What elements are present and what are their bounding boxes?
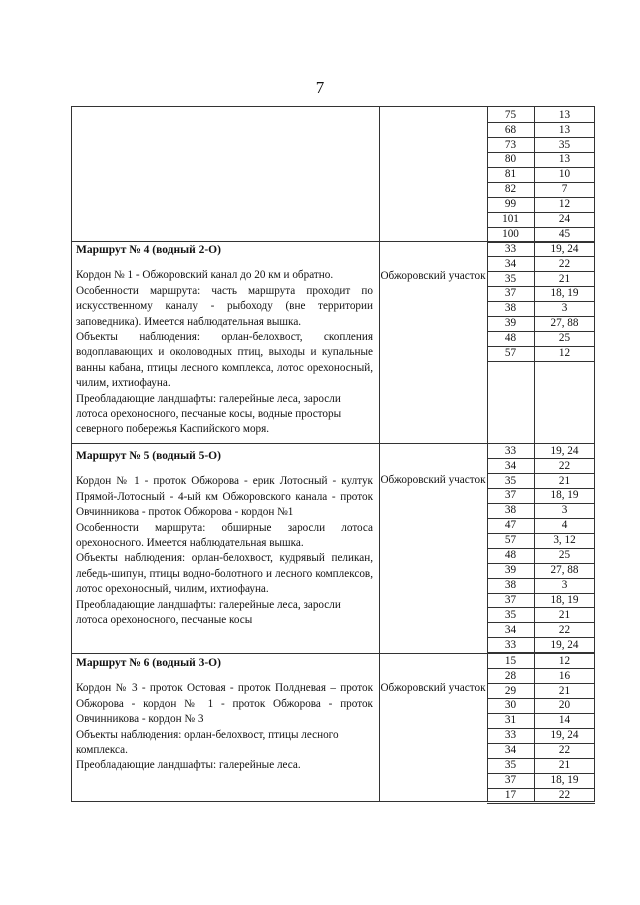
grid-cell-value: 20 xyxy=(558,699,571,712)
route-5-title: Маршрут № 5 (водный 5-О) xyxy=(76,450,221,462)
route-4-line: Кордон № 1 - Обжоровский канал до 20 км и обратно. xyxy=(76,269,334,282)
grid-cell-number: 37 xyxy=(504,594,517,607)
route-6-area: Обжоровский участок xyxy=(380,682,486,694)
grid-cell-number: 35 xyxy=(504,272,517,285)
grid-cell-number: 39 xyxy=(504,564,517,577)
grid-cell-number: 15 xyxy=(504,654,517,667)
grid-cell-number: 28 xyxy=(504,669,517,682)
grid-cell-number: 30 xyxy=(504,699,517,712)
grid-cell-number: 31 xyxy=(504,714,517,727)
grid-cell-value: 3 xyxy=(561,504,568,517)
grid-cell-value: 3 xyxy=(561,302,568,315)
grid-cell-number: 37 xyxy=(504,489,517,502)
grid-cell-number: 35 xyxy=(504,609,517,622)
grid-cell-number: 39 xyxy=(504,317,517,330)
grid-cell-number: 35 xyxy=(504,759,517,772)
route-4-area: Обжоровский участок xyxy=(380,270,486,282)
grid-cell-value: 27, 88 xyxy=(550,564,579,577)
grid-cell-value: 22 xyxy=(558,257,571,270)
grid-cell-number: 33 xyxy=(504,729,517,742)
route-4-title: Маршрут № 4 (водный 2-О) xyxy=(76,244,221,256)
route-6-line: Кордон № 3 - проток Остовая - проток Полдневая – проток Обжорова - кордон № 1 - проток Обжорова - проток Овчинникова - кордон № 3 xyxy=(76,682,373,726)
route-6 xyxy=(72,656,379,774)
grid-row-line xyxy=(487,803,595,804)
routes-table xyxy=(71,106,595,802)
grid-cell-value: 10 xyxy=(558,168,571,181)
grid-cell-number: 81 xyxy=(504,168,517,181)
grid-cell-value: 19, 24 xyxy=(550,242,579,255)
grid-cell-number: 34 xyxy=(504,257,517,270)
grid-cell-number: 29 xyxy=(504,684,517,697)
grid-cell-value: 35 xyxy=(558,138,571,151)
grid-cell-number: 37 xyxy=(504,287,517,300)
grid-cell-number: 47 xyxy=(504,519,517,532)
grid-row-line xyxy=(487,361,595,362)
grid-cell-number: 34 xyxy=(504,744,517,757)
grid-cell-value: 12 xyxy=(558,198,571,211)
grid-cell-value: 21 xyxy=(558,474,571,487)
grid-cell-value: 24 xyxy=(558,213,571,226)
grid-cell-value: 22 xyxy=(558,459,571,472)
route-4-line: Преобладающие ландшафты: галерейные леса, заросли лотоса орехоносного, песчаные косы, водные просторы северного побережья Каспийского моря. xyxy=(76,392,342,436)
grid-cell-number: 80 xyxy=(504,153,517,166)
grid-cell-value: 3 xyxy=(561,579,568,592)
grid-cell-number: 33 xyxy=(504,242,517,255)
grid-cell-value: 13 xyxy=(558,123,571,136)
grid-cell-value: 21 xyxy=(558,609,571,622)
grid-cell-value: 18, 19 xyxy=(550,594,579,607)
route-6-line: Преобладающие ландшафты: галерейные леса. xyxy=(76,759,301,772)
route-5 xyxy=(72,449,379,628)
grid-cell-value: 7 xyxy=(561,183,568,196)
grid-cell-number: 57 xyxy=(504,347,517,360)
grid-cell-number: 48 xyxy=(504,549,517,562)
grid-cell-value: 22 xyxy=(558,744,571,757)
grid-cell-number: 34 xyxy=(504,624,517,636)
grid-cell-number: 101 xyxy=(502,213,519,226)
route-6-title: Маршрут № 6 (водный 3-О) xyxy=(76,657,221,669)
grid-cell-value: 18, 19 xyxy=(550,774,579,787)
grid-cell-value: 18, 19 xyxy=(550,489,579,502)
grid-cell-value: 19, 24 xyxy=(550,638,579,651)
grid-cell-number: 82 xyxy=(504,183,517,196)
page-number: 7 xyxy=(315,78,325,97)
grid-cell-number: 38 xyxy=(504,579,517,592)
route-5-line: Объекты наблюдения: орлан-белохвост, кудрявый пеликан, лебедь-шипун, птицы водно-болотного и лесного комплексов, лотос орехоносный, чилим, ихтиофауна. xyxy=(76,552,373,596)
grid-cell-value: 21 xyxy=(558,759,571,772)
grid-cell-value: 45 xyxy=(558,228,571,241)
grid-cell-number: 33 xyxy=(504,638,517,651)
grid-cell-number: 68 xyxy=(504,123,517,136)
grid-cell-number: 33 xyxy=(504,444,517,457)
grid-cell-value: 16 xyxy=(558,669,571,682)
grid-cell-value: 4 xyxy=(561,519,568,532)
grid-cell-value: 3, 12 xyxy=(553,534,576,547)
grid-cell-number: 57 xyxy=(504,534,517,547)
grid-cell-value: 14 xyxy=(558,714,571,727)
column-divider xyxy=(379,107,380,801)
route-5-area: Обжоровский участок xyxy=(380,474,486,486)
grid-cell-value: 12 xyxy=(558,654,571,667)
route-5-line: Кордон № 1 - проток Обжорова - ерик Лотосный - култук Прямой-Лотосный - 4-ый км Обжоровского канала - проток Овчинникова - проток Обжорова - кордон №1 xyxy=(76,475,373,519)
grid-cell-value: 25 xyxy=(558,332,571,345)
route-5-line: Особенности маршрута: обширные заросли лотоса орехоносного. Имеется наблюдательная вышка. xyxy=(76,521,373,550)
route-4 xyxy=(72,243,379,438)
grid-cell-number: 37 xyxy=(504,774,517,787)
grid-cell-value: 21 xyxy=(558,684,571,697)
grid-cell-number: 99 xyxy=(504,198,517,211)
grid-cell-value: 21 xyxy=(558,272,571,285)
grid-cell-number: 75 xyxy=(504,108,517,121)
grid-cell-value: 18, 19 xyxy=(550,287,579,300)
grid-cell-value: 22 xyxy=(558,789,571,802)
grid-cell-value: 12 xyxy=(558,347,571,360)
grid-cell-value: 25 xyxy=(558,549,571,562)
grid-cell-value: 22 xyxy=(558,624,571,636)
grid-cell-value: 27, 88 xyxy=(550,317,579,330)
grid-cell-value: 19, 24 xyxy=(550,729,579,742)
grid-cell-number: 73 xyxy=(504,138,517,151)
grid-cell-number: 17 xyxy=(504,789,517,802)
grid-cell-number: 35 xyxy=(504,474,517,487)
grid-cell-value: 13 xyxy=(558,108,571,121)
grid-cell-value: 19, 24 xyxy=(550,444,579,457)
grid-cell-number: 100 xyxy=(502,228,519,241)
grid-cell-number: 38 xyxy=(504,504,517,517)
route-5-line: Преобладающие ландшафты: галерейные леса, заросли лотоса орехоносного, песчаные косы xyxy=(76,598,341,627)
grid-cell-value: 13 xyxy=(558,153,571,166)
route-6-line: Объекты наблюдения: орлан-белохвост, птицы лесного комплекса. xyxy=(76,728,339,757)
grid-cell-number: 38 xyxy=(504,302,517,315)
route-4-line: Особенности маршрута: часть маршрута проходит по искусственному каналу - рыбоходу (вне территории заповедника). Имеется наблюдательная вышка. xyxy=(76,284,373,328)
route-4-line: Объекты наблюдения: орлан-белохвост, скопления водоплавающих и околоводных птиц, выходы и купальные ванны кабана, птицы лесного комплекса, лотос орехоносный, чилим, ихтиофауна. xyxy=(76,331,373,390)
grid-cell-number: 34 xyxy=(504,459,517,472)
grid-cell-number: 48 xyxy=(504,332,517,345)
